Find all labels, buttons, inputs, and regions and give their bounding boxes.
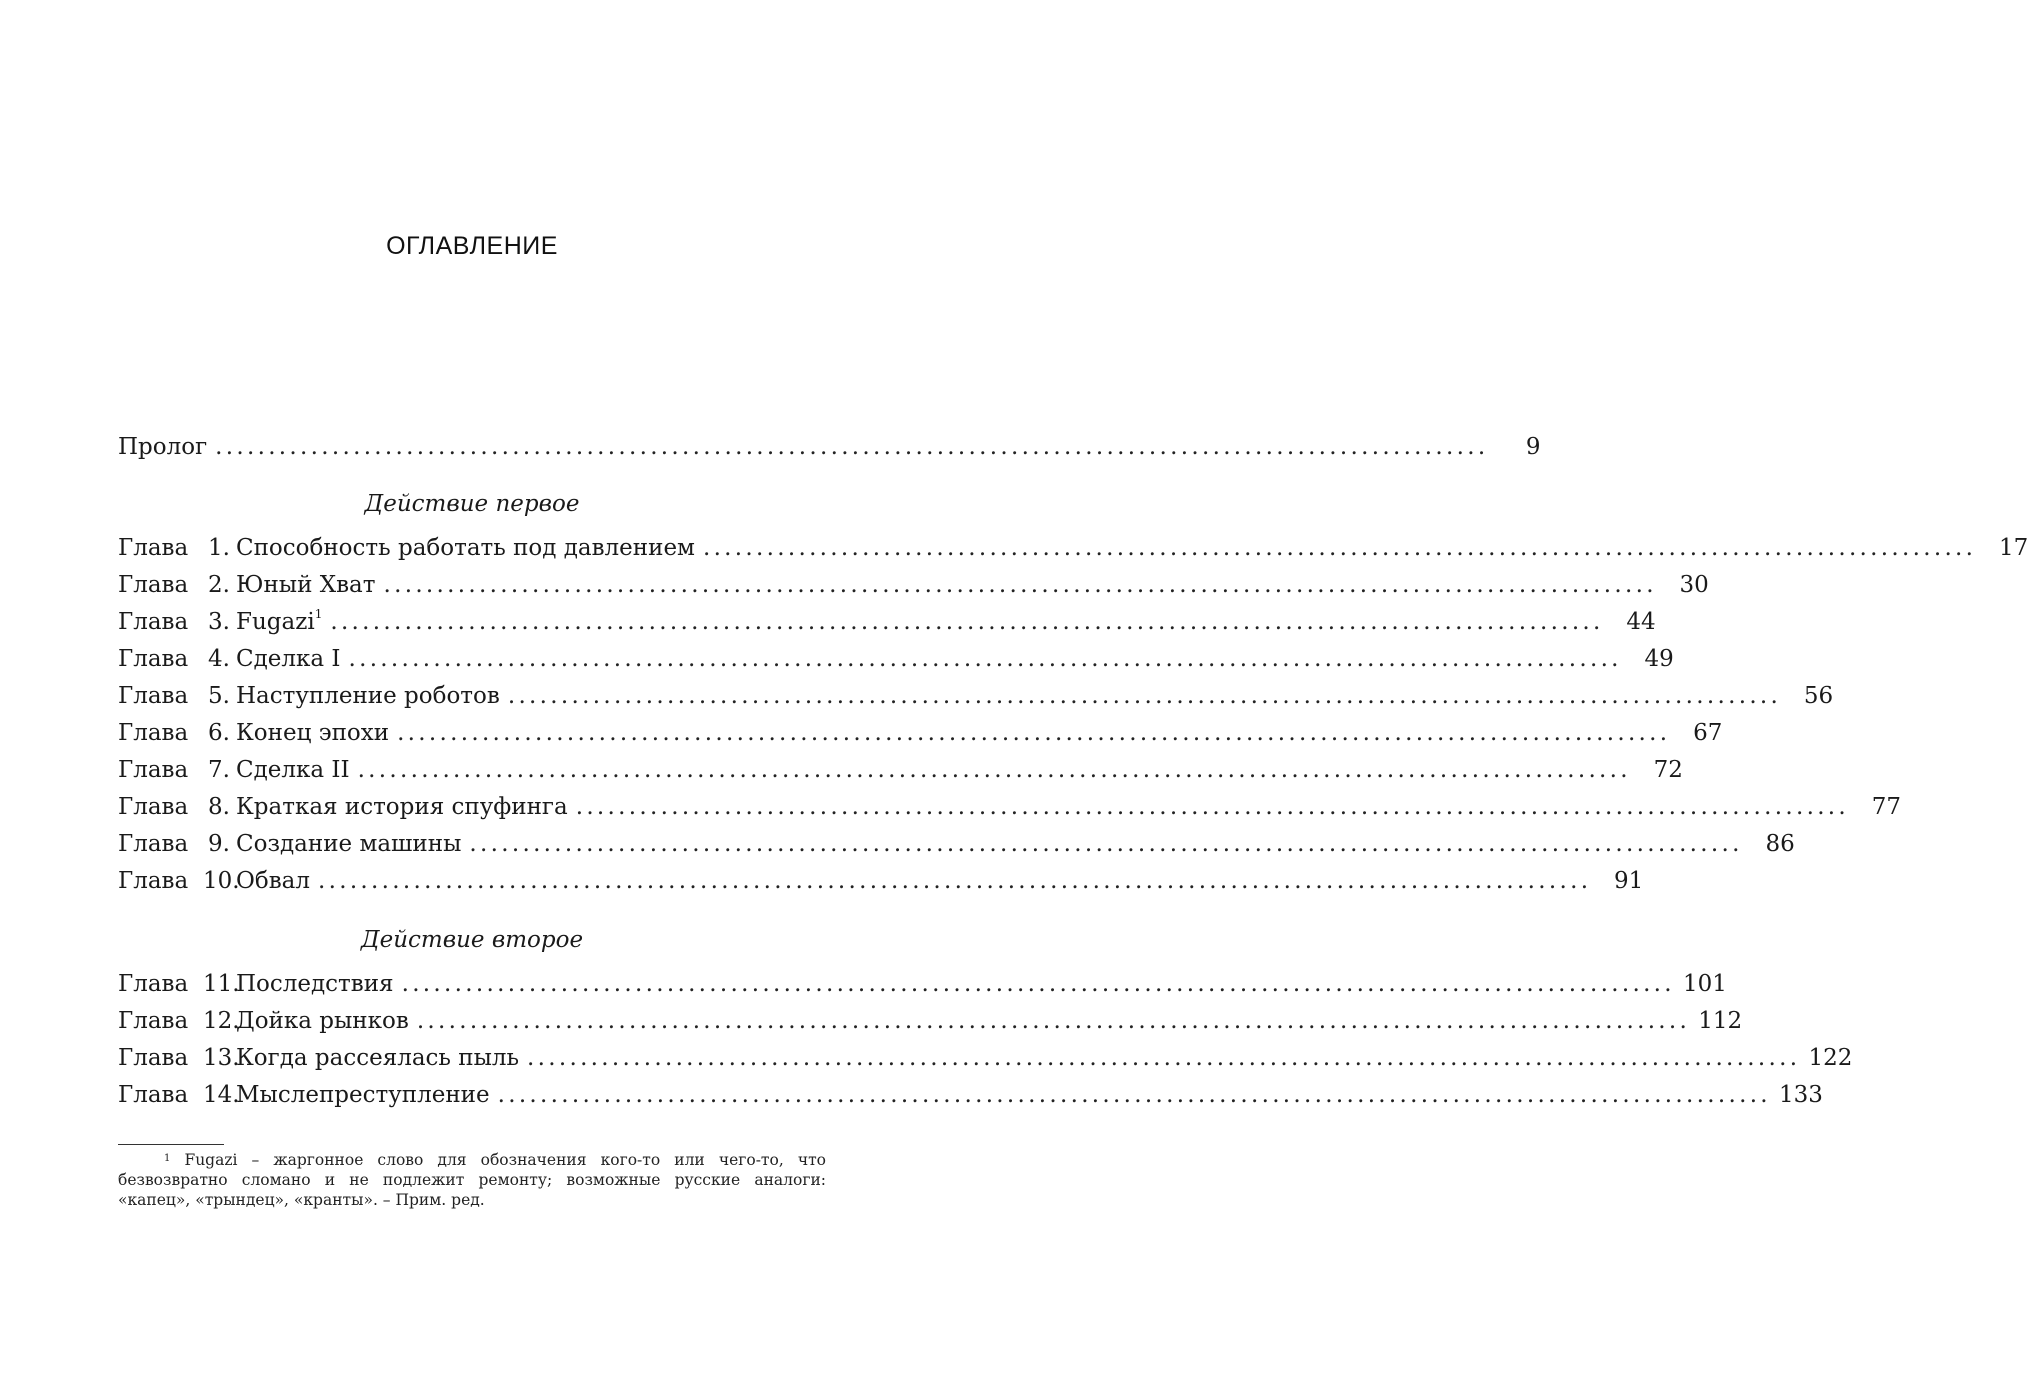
leader-dots: ........................................................................................................................ — [330, 609, 1604, 635]
page-title: ОГЛАВЛЕНИЕ — [386, 232, 558, 260]
chapter-number: 8. — [208, 794, 230, 820]
chapter-prefix: Глава — [118, 868, 189, 894]
leader-dots: ........................................................................................................................ — [575, 794, 1850, 820]
toc-entry[interactable] — [118, 1082, 1823, 1119]
toc-entry-label — [118, 683, 500, 709]
chapter-number: 11. — [203, 971, 240, 997]
toc-entry-label — [118, 794, 568, 820]
toc-entry[interactable] — [118, 757, 1683, 794]
leader-dots: ........................................................................................................................ — [702, 535, 1977, 561]
chapter-title: Сделка II — [236, 757, 350, 783]
leader-dots: ........................................................................................................................ — [469, 831, 1743, 857]
footnote-text: Fugazi – жаргонное слово для обозначения кого-то или чего-то, что безвозвратно сломано и не подлежит ремонту; возможные русские аналоги: «капец», «трындец», «кранты». – Прим. ред. — [118, 1151, 826, 1209]
leader-dots: ........................................................................................................................ — [397, 720, 1671, 746]
toc-entry[interactable] — [118, 720, 1723, 757]
toc-entry[interactable] — [118, 831, 1795, 868]
toc-page-number: 49 — [1644, 646, 1674, 672]
chapter-prefix: Глава — [118, 794, 189, 820]
toc-page-number: 17 — [1999, 535, 2028, 561]
chapter-title: Последствия — [236, 971, 394, 997]
chapter-number: 9. — [208, 831, 230, 857]
chapter-prefix: Глава — [118, 1008, 189, 1034]
act-2-chapter-list — [118, 971, 1853, 1119]
toc-entry-label — [118, 757, 350, 783]
leader-dots: ........................................................................................................................ — [317, 868, 1592, 894]
toc-entry[interactable] — [118, 794, 1902, 831]
toc-entry-label — [118, 646, 340, 672]
chapter-number: 10. — [203, 868, 240, 894]
toc-entry-title: Пролог — [118, 434, 208, 460]
leader-dots: ........................................................................................................................ — [497, 1082, 1771, 1108]
toc-page-number: 101 — [1683, 971, 1727, 997]
leader-dots: ........................................................................................................................ — [416, 1008, 1691, 1034]
leader-dots: ........................................................................................................................ — [507, 683, 1782, 709]
section-heading-act-2: Действие второе — [360, 927, 584, 953]
chapter-number: 4. — [208, 646, 230, 672]
toc-entry[interactable] — [118, 646, 1674, 683]
chapter-number: 5. — [208, 683, 230, 709]
chapter-prefix: Глава — [118, 683, 189, 709]
footnote-divider — [118, 1144, 224, 1145]
toc-entry[interactable] — [118, 683, 1834, 720]
leader-dots: ........................................................................................................................ — [215, 434, 1489, 460]
toc-entry[interactable] — [118, 1045, 1853, 1082]
footnote-reference[interactable]: 1 — [314, 607, 323, 621]
chapter-prefix: Глава — [118, 720, 189, 746]
toc-page-number: 86 — [1765, 831, 1795, 857]
toc-entry-label — [118, 831, 461, 857]
act-1-chapter-list — [118, 535, 2028, 905]
toc-entry[interactable] — [118, 868, 1644, 905]
footnote — [118, 1150, 826, 1210]
leader-dots: ........................................................................................................................ — [383, 572, 1657, 598]
toc-entry-label — [118, 971, 394, 997]
chapter-number: 6. — [208, 720, 230, 746]
chapter-title: Сделка I — [236, 646, 341, 672]
toc-entry-label — [118, 1008, 409, 1034]
toc-page-number: 77 — [1871, 794, 1902, 820]
section-heading-act-1: Действие первое — [364, 491, 580, 517]
chapter-number: 1. — [208, 535, 230, 561]
footnote-marker: 1 — [164, 1153, 171, 1164]
chapter-title: Обвал — [236, 868, 310, 894]
toc-prologue-block — [118, 434, 1541, 471]
toc-entry[interactable] — [118, 535, 2028, 572]
toc-page-number: 112 — [1698, 1008, 1743, 1034]
toc-page-number: 67 — [1693, 720, 1723, 746]
chapter-title: Мыслепреступление — [236, 1082, 490, 1108]
chapter-number: 7. — [208, 757, 230, 783]
chapter-title: Когда рассеялась пыль — [236, 1045, 520, 1071]
toc-entry-label — [118, 535, 695, 561]
chapter-title: Дойка рынков — [236, 1008, 409, 1034]
leader-dots: ........................................................................................................................ — [401, 971, 1675, 997]
chapter-prefix: Глава — [118, 1082, 189, 1108]
toc-entry-label — [118, 1045, 519, 1071]
chapter-number: 12. — [203, 1008, 240, 1034]
chapter-title: Наступление роботов — [236, 683, 500, 709]
chapter-prefix: Глава — [118, 535, 189, 561]
toc-entry[interactable] — [118, 971, 1727, 1008]
toc-page-number: 133 — [1779, 1082, 1823, 1108]
toc-page-number: 122 — [1808, 1045, 1853, 1071]
chapter-number: 14. — [203, 1082, 240, 1108]
leader-dots: ........................................................................................................................ — [527, 1045, 1801, 1071]
chapter-prefix: Глава — [118, 831, 189, 857]
chapter-prefix: Глава — [118, 1045, 189, 1071]
chapter-number: 13. — [203, 1045, 240, 1071]
toc-page-number: 9 — [1525, 434, 1541, 460]
toc-entry-label — [118, 609, 322, 635]
chapter-prefix: Глава — [118, 646, 189, 672]
chapter-title: Юный Хват — [236, 572, 376, 598]
toc-page-number: 72 — [1653, 757, 1683, 783]
chapter-prefix: Глава — [118, 572, 189, 598]
chapter-title: Конец эпохи — [236, 720, 390, 746]
toc-page-number: 91 — [1614, 868, 1644, 894]
chapter-title: Краткая история спуфинга — [236, 794, 568, 820]
toc-act-2 — [118, 922, 1853, 1119]
toc-entry-label — [118, 720, 389, 746]
toc-page-number: 30 — [1679, 572, 1709, 598]
chapter-number: 3. — [208, 609, 230, 635]
chapter-prefix: Глава — [118, 609, 189, 635]
toc-entry-label — [118, 572, 375, 598]
chapter-prefix: Глава — [118, 757, 189, 783]
toc-entry-label — [118, 1082, 490, 1108]
leader-dots: ........................................................................................................................ — [357, 757, 1631, 783]
toc-act-1 — [118, 486, 2028, 905]
toc-page-number: 44 — [1626, 609, 1656, 635]
leader-dots: ........................................................................................................................ — [348, 646, 1622, 672]
toc-entry-label — [118, 868, 310, 894]
chapter-title: Создание машины — [236, 831, 462, 857]
chapter-title: Способность работать под давлением — [236, 535, 695, 561]
toc-entry-prologue[interactable] — [118, 434, 1541, 471]
chapter-title: Fugazi — [236, 609, 315, 635]
toc-entry[interactable] — [118, 572, 1709, 609]
toc-page-number: 56 — [1803, 683, 1834, 709]
chapter-number: 2. — [208, 572, 230, 598]
toc-entry[interactable] — [118, 607, 1656, 646]
chapter-prefix: Глава — [118, 971, 189, 997]
toc-entry[interactable] — [118, 1008, 1743, 1045]
